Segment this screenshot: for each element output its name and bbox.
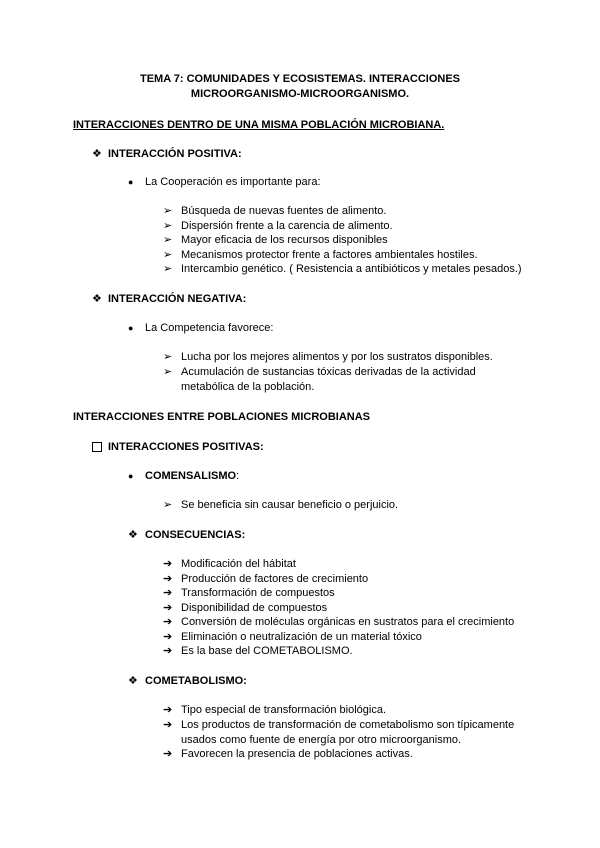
list-item: Mecanismos protector frente a factores ambientales hostiles.: [181, 249, 478, 261]
list-item: Tipo especial de transformación biológica.: [181, 704, 387, 716]
list-item: Lucha por los mejores alimentos y por los sustratos disponibles.: [181, 351, 493, 363]
list-item: Eliminación o neutralización de un material tóxico: [181, 631, 422, 643]
arrowhead-bullet-icon: ➢: [163, 499, 173, 511]
checkbox-icon: [92, 442, 102, 452]
list-item: Conversión de moléculas orgánicas en sustratos para el crecimiento: [181, 616, 515, 628]
arrowhead-bullet-icon: ➢: [163, 249, 173, 261]
list-item: Es la base del COMETABOLISMO.: [181, 645, 353, 657]
arrow-bullet-icon: ➔: [163, 704, 173, 716]
list-item: Dispersión frente a la carencia de alimento.: [181, 220, 393, 232]
dot-bullet-icon: ●: [128, 177, 134, 187]
list-item-continuation: metabólica de la población.: [181, 381, 315, 393]
list-item: Se beneficia sin causar beneficio o perjuicio.: [181, 499, 399, 511]
arrowhead-bullet-icon: ➢: [163, 205, 173, 217]
diamond-bullet-icon: ❖: [128, 675, 138, 687]
list-item: Mayor eficacia de los recursos disponibles: [181, 234, 388, 246]
arrow-bullet-icon: ➔: [163, 587, 173, 599]
arrow-bullet-icon: ➔: [163, 558, 173, 570]
list-item: Producción de factores de crecimiento: [181, 573, 369, 585]
list-item: Acumulación de sustancias tóxicas derivadas de la actividad: [181, 366, 476, 378]
positivas-heading: INTERACCIONES POSITIVAS:: [108, 441, 264, 453]
competencia-text: La Competencia favorece:: [145, 322, 274, 334]
diamond-bullet-icon: ❖: [92, 148, 102, 160]
list-item: Transformación de compuestos: [181, 587, 335, 599]
document-title-line2: MICROORGANISMO-MICROORGANISMO.: [190, 88, 410, 100]
arrow-bullet-icon: ➔: [163, 748, 173, 760]
arrowhead-bullet-icon: ➢: [163, 263, 173, 275]
arrow-bullet-icon: ➔: [163, 719, 173, 731]
list-item: Favorecen la presencia de poblaciones activas.: [181, 748, 413, 760]
arrow-bullet-icon: ➔: [163, 573, 173, 585]
list-item: Modificación del hábitat: [181, 558, 296, 570]
comensalismo-line: [145, 469, 239, 483]
diamond-bullet-icon: ❖: [92, 293, 102, 305]
arrowhead-bullet-icon: ➢: [163, 220, 173, 232]
consecuencias-heading: CONSECUENCIAS:: [145, 529, 246, 541]
dot-bullet-icon: ●: [128, 471, 134, 481]
arrow-bullet-icon: ➔: [163, 645, 173, 657]
dot-bullet-icon: ●: [128, 323, 134, 333]
diamond-bullet-icon: ❖: [128, 529, 138, 541]
negativa-heading: INTERACCIÓN NEGATIVA:: [108, 293, 247, 305]
list-item: Disponibilidad de compuestos: [181, 602, 328, 614]
comensalismo-colon: :: [236, 470, 240, 482]
cooperacion-text: La Cooperación es importante para:: [145, 176, 321, 188]
list-item: Intercambio genético. ( Resistencia a antibióticos y metales pesados.): [181, 263, 522, 275]
arrow-bullet-icon: ➔: [163, 631, 173, 643]
arrow-bullet-icon: ➔: [163, 602, 173, 614]
document-title-line1: TEMA 7: COMUNIDADES Y ECOSISTEMAS. INTERACCIONES: [139, 73, 461, 85]
section2-heading: INTERACCIONES ENTRE POBLACIONES MICROBIANAS: [73, 411, 371, 423]
list-item: Los productos de transformación de cometabolismo son típicamente: [181, 719, 515, 731]
list-item-continuation: usados como fuente de energía por otro microorganismo.: [181, 734, 462, 746]
arrow-bullet-icon: ➔: [163, 616, 173, 628]
cometabolismo-heading: COMETABOLISMO:: [145, 675, 247, 687]
arrowhead-bullet-icon: ➢: [163, 366, 173, 378]
list-item: Búsqueda de nuevas fuentes de alimento.: [181, 205, 387, 217]
positiva-heading: INTERACCIÓN POSITIVA:: [108, 148, 242, 160]
section1-heading: INTERACCIONES DENTRO DE UNA MISMA POBLACIÓN MICROBIANA.: [73, 119, 445, 131]
arrowhead-bullet-icon: ➢: [163, 234, 173, 246]
comensalismo-label: COMENSALISMO: [145, 470, 237, 482]
arrowhead-bullet-icon: ➢: [163, 351, 173, 363]
